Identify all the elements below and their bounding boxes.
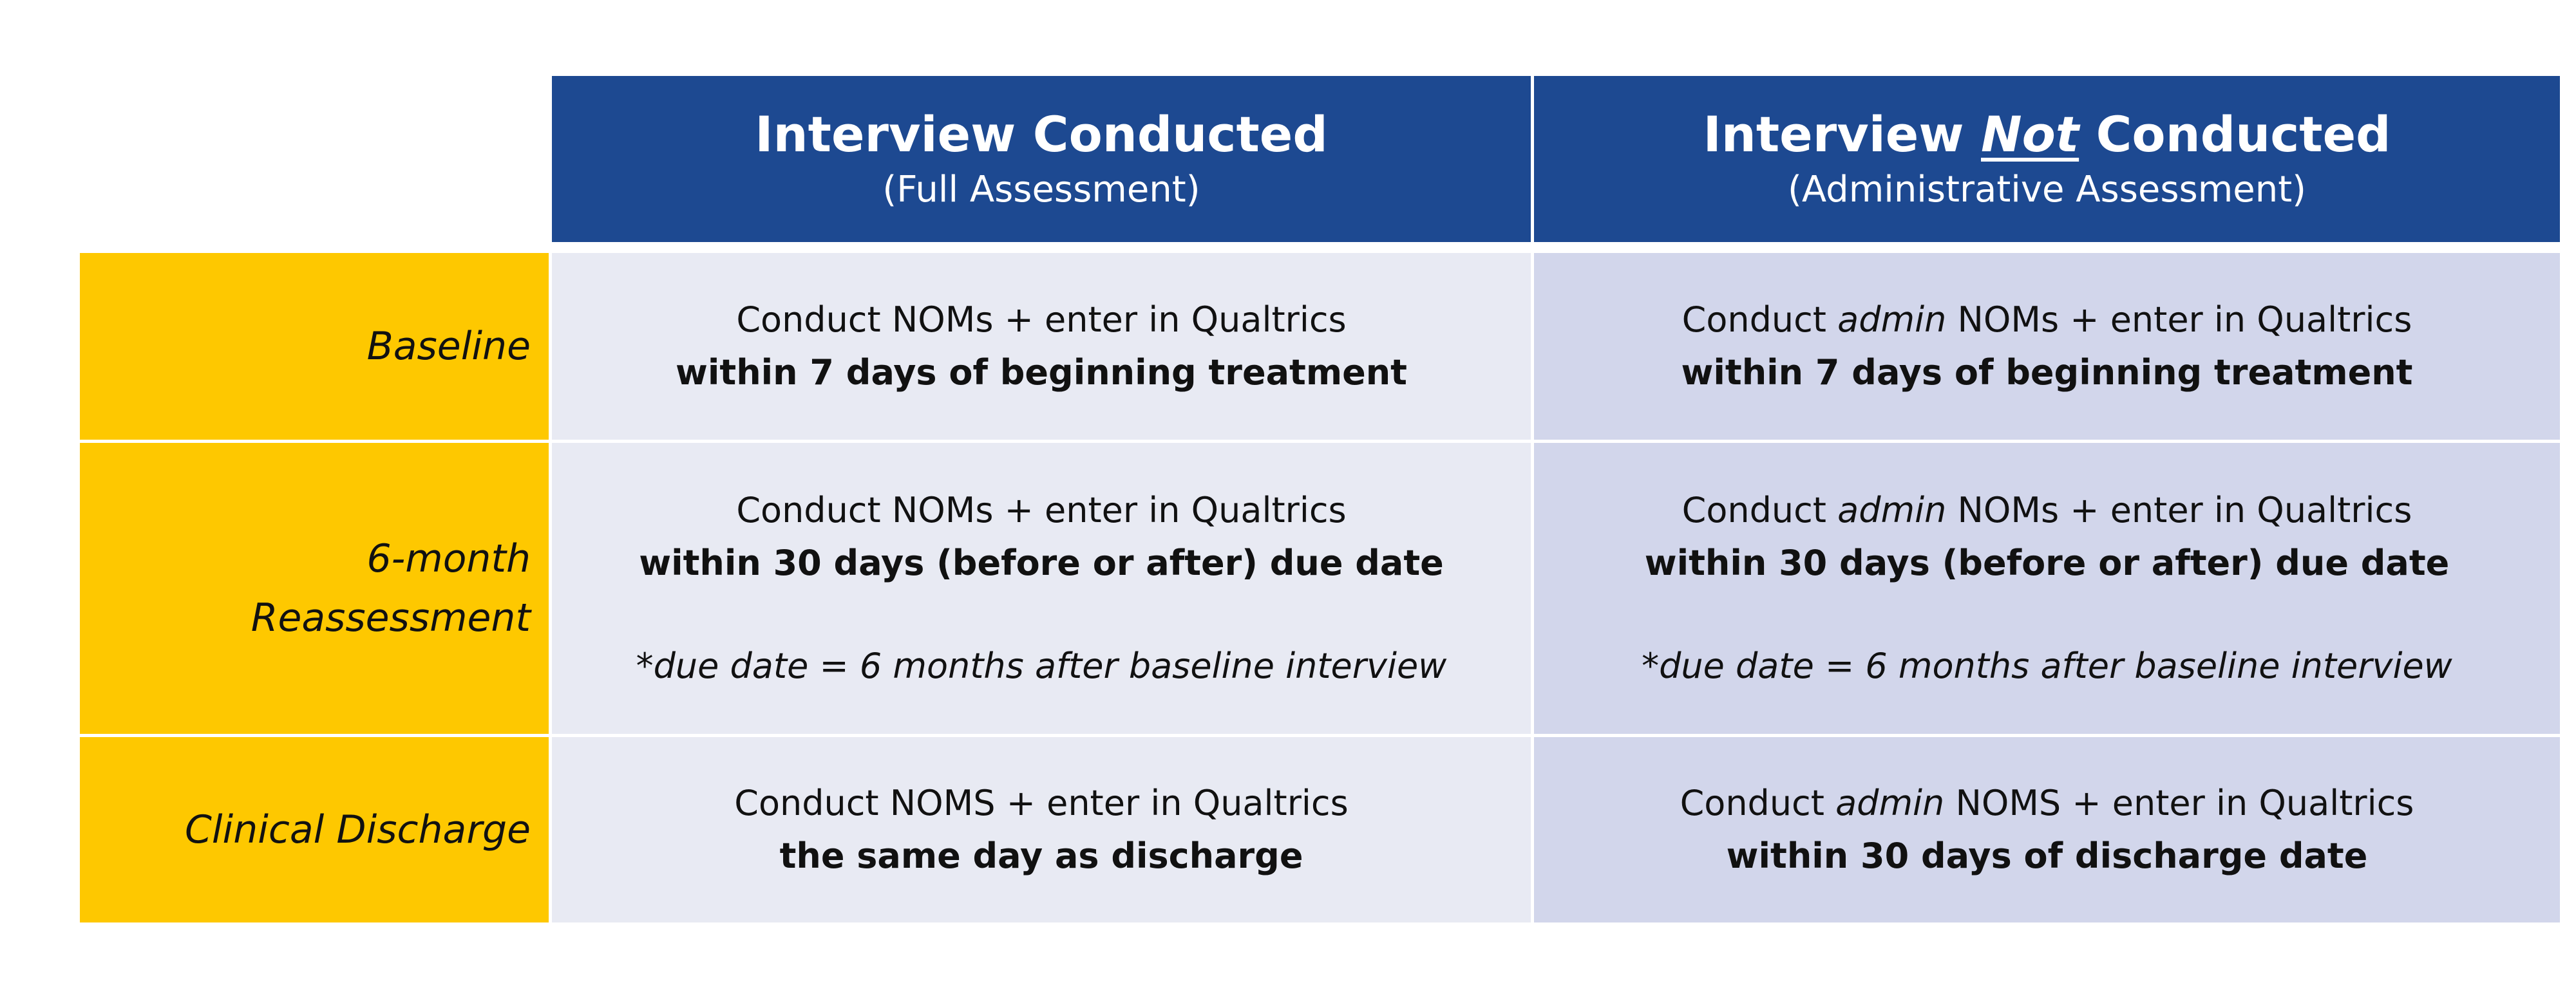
header-interview-conducted-title: Interview Conducted	[755, 106, 1328, 163]
cell-reassessment-not-conducted	[1534, 443, 2560, 734]
discharge-not-conducted-line1	[1680, 777, 2414, 830]
discharge-conducted-line1: Conduct NOMS + enter in Qualtrics	[734, 783, 1349, 823]
header-not-conducted-title-post: Conducted	[2079, 106, 2391, 163]
row-label-6-month-reassessment	[80, 443, 549, 734]
reassessment-not-conducted-note: *due date = 6 months after baseline interview	[1642, 646, 2452, 686]
discharge-not-conducted-line2: within 30 days of discharge date	[1726, 836, 2368, 876]
baseline-admin-emphasis: admin	[1837, 299, 1947, 340]
row-label-baseline	[80, 253, 549, 440]
baseline-not-conducted-line1	[1682, 294, 2412, 346]
row-label-baseline-text: Baseline	[366, 324, 531, 369]
reassessment-conducted-line1: Conduct NOMs + enter in Qualtrics	[736, 490, 1347, 530]
reassessment-not-conducted-pre: Conduct	[1681, 490, 1838, 530]
row-label-clinical-discharge	[80, 737, 549, 922]
row-label-6-month-text: 6-month	[366, 536, 531, 581]
discharge-conducted-line2: the same day as discharge	[779, 836, 1303, 876]
header-interview-not-conducted-subtitle: (Administrative Assessment)	[1787, 169, 2307, 211]
header-interview-conducted	[552, 76, 1531, 242]
baseline-not-conducted-pre: Conduct	[1681, 299, 1838, 340]
cell-reassessment-conducted	[552, 443, 1531, 734]
baseline-not-conducted-post: NOMs + enter in Qualtrics	[1946, 299, 2412, 340]
reassessment-admin-emphasis: admin	[1837, 490, 1947, 530]
discharge-not-conducted-post: NOMS + enter in Qualtrics	[1944, 783, 2414, 823]
reassessment-conducted-note: *due date = 6 months after baseline interview	[636, 646, 1447, 686]
row-label-reassessment-text: Reassessment	[251, 595, 531, 641]
cell-discharge-conducted	[552, 737, 1531, 922]
discharge-not-conducted-pre: Conduct	[1680, 783, 1836, 823]
header-not-conducted-title-pre: Interview	[1703, 106, 1981, 163]
header-interview-not-conducted-title	[1703, 104, 2391, 165]
row-label-clinical-discharge-text: Clinical Discharge	[184, 807, 531, 852]
reassessment-not-conducted-line1	[1682, 484, 2412, 537]
header-interview-not-conducted	[1534, 76, 2560, 242]
cell-discharge-not-conducted	[1534, 737, 2560, 922]
header-interview-conducted-subtitle: (Full Assessment)	[882, 169, 1200, 211]
reassessment-conducted-line2: within 30 days (before or after) due date	[639, 543, 1444, 583]
reassessment-not-conducted-post: NOMs + enter in Qualtrics	[1946, 490, 2412, 530]
discharge-admin-emphasis: admin	[1835, 783, 1945, 823]
baseline-conducted-line1: Conduct NOMs + enter in Qualtrics	[736, 299, 1347, 340]
reassessment-not-conducted-line2: within 30 days (before or after) due date	[1644, 543, 2450, 583]
baseline-not-conducted-line2: within 7 days of beginning treatment	[1681, 352, 2413, 393]
header-not-emphasis: Not	[1981, 106, 2079, 163]
cell-baseline-conducted	[552, 253, 1531, 440]
cell-baseline-not-conducted	[1534, 253, 2560, 440]
baseline-conducted-line2: within 7 days of beginning treatment	[676, 352, 1407, 393]
